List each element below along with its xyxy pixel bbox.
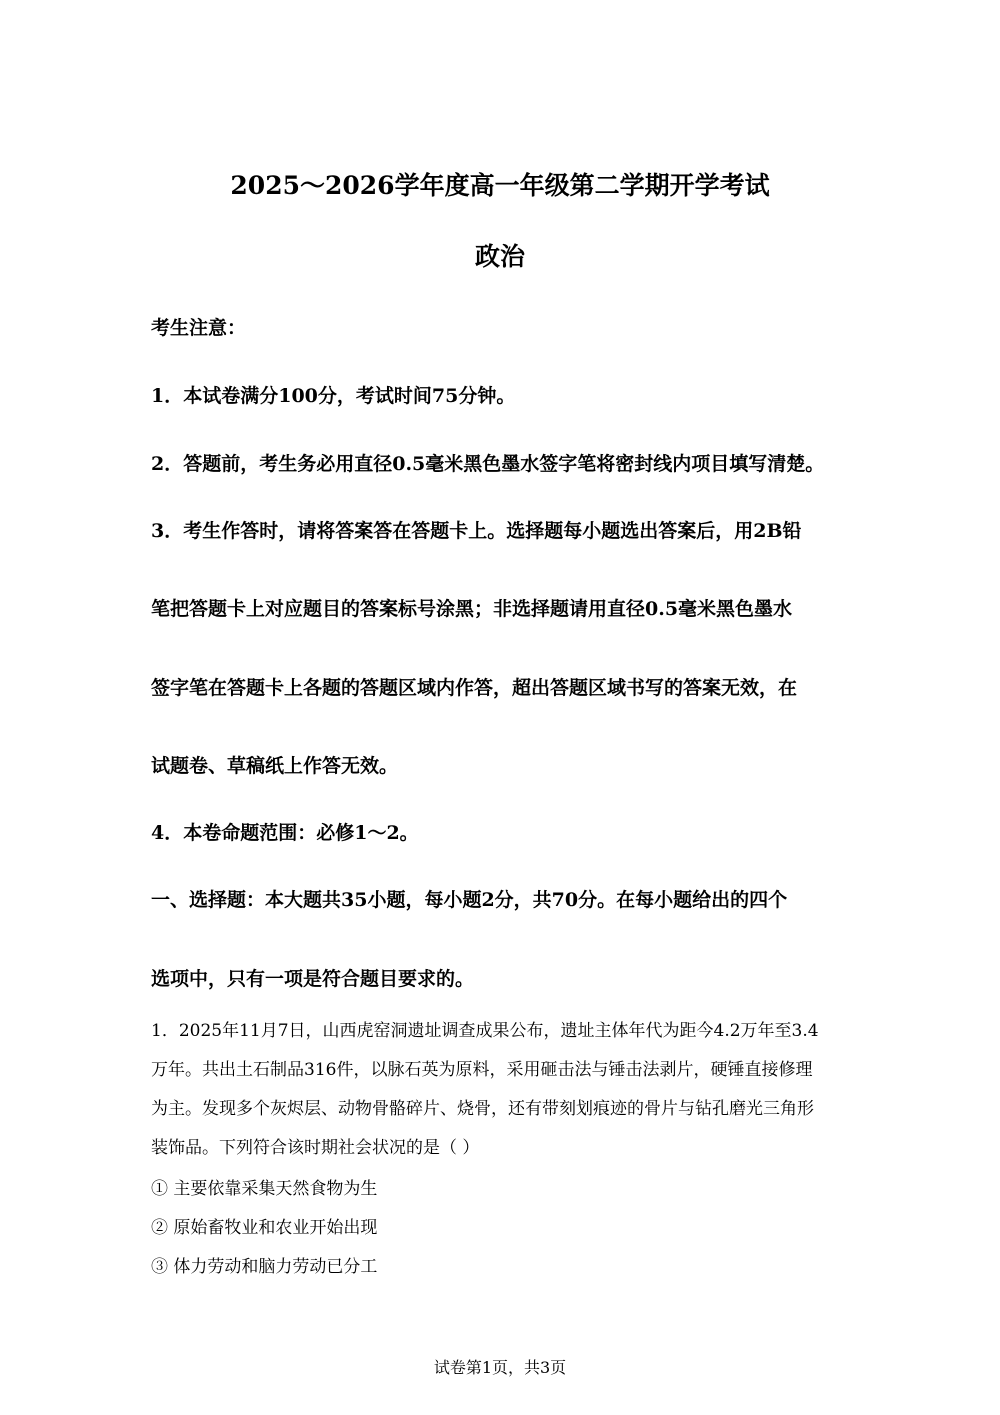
notice-line: 2．答题前，考生务必用直径0.5毫米黑色墨水签字笔将密封线内项目填写清楚。 (151, 453, 825, 475)
question-option: ② 原始畜牧业和农业开始出现 (151, 1218, 378, 1238)
notice-heading: 考生注意： (151, 317, 247, 339)
exam-subject: 政治 (474, 242, 525, 271)
notice-line: 笔把答题卡上对应题目的答案标号涂黑；非选择题请用直径0.5毫米黑色墨水 (151, 598, 793, 620)
notice-line: 1．本试卷满分100分，考试时间75分钟。 (151, 385, 516, 407)
question-stem-line: 为主。发现多个灰烬层、动物骨骼碎片、烧骨，还有带刻划痕迹的骨片与钻孔磨光三角形 (151, 1099, 814, 1119)
page-footer: 试卷第1页，共3页 (433, 1358, 567, 1377)
notice-line: 3．考生作答时，请将答案答在答题卡上。选择题每小题选出答案后，用2B铅 (151, 520, 802, 542)
notice-line: 签字笔在答题卡上各题的答题区域内作答，超出答题区域书写的答案无效，在 (151, 677, 798, 699)
question-option: ③ 体力劳动和脑力劳动已分工 (151, 1257, 378, 1277)
question-stem-line: 1．2025年11月7日，山西虎窑洞遗址调查成果公布，遗址主体年代为距今4.2万年至3.4 (151, 1021, 819, 1041)
exam-title: 2025～2026学年度高一年级第二学期开学考试 (230, 171, 770, 200)
notice-line: 4．本卷命题范围：必修1～2。 (151, 822, 419, 844)
question-stem-line: 装饰品。下列符合该时期社会状况的是（ ） (151, 1138, 480, 1158)
section-heading: 选项中，只有一项是符合题目要求的。 (151, 968, 475, 990)
question-option: ① 主要依靠采集天然食物为生 (151, 1179, 378, 1199)
question-stem-line: 万年。共出土石制品316件，以脉石英为原料，采用砸击法与锤击法剥片，硬锤直接修理 (151, 1060, 813, 1080)
section-heading: 一、选择题：本大题共35小题，每小题2分，共70分。在每小题给出的四个 (151, 889, 788, 911)
notice-line: 试题卷、草稿纸上作答无效。 (151, 755, 399, 777)
